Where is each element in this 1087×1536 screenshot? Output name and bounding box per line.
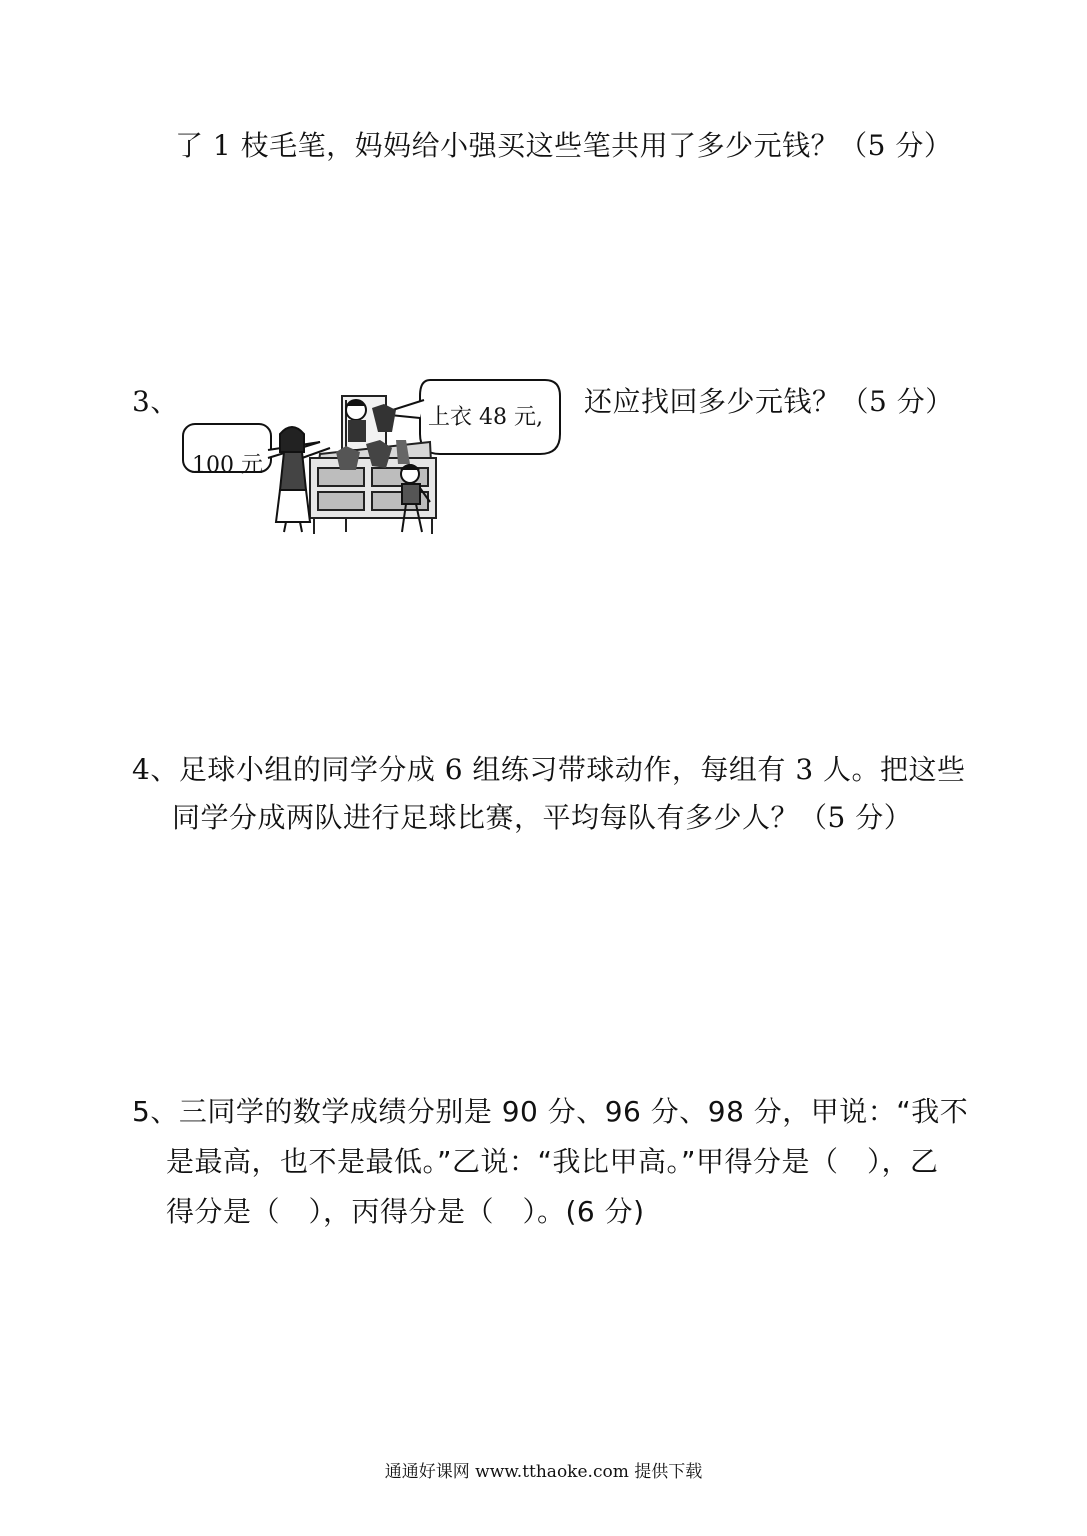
question-2-continuation: 了 1 枝毛笔，妈妈给小强买这些笔共用了多少元钱？（5 分）: [175, 129, 953, 162]
question-3-number: 3、: [132, 385, 179, 418]
seller-bubble-text: 上衣 48 元,: [428, 405, 543, 430]
question-3-text: 还应找回多少元钱？（5 分）: [584, 385, 954, 418]
question-5-line-3: 得分是（ ），丙得分是（ ）。(6 分): [166, 1195, 645, 1228]
customer-bubble-text: 100 元: [192, 453, 263, 478]
shop-illustration: [180, 372, 570, 542]
page-footer: 通通好课网 www.tthaoke.com 提供下载: [384, 1462, 703, 1482]
question-4-line-2: 同学分成两队进行足球比赛，平均每队有多少人？（5 分）: [172, 801, 913, 834]
question-5-line-1: 5、三同学的数学成绩分别是 90 分、96 分、98 分，甲说：“我不: [132, 1095, 969, 1128]
seller-speech-bubble: [380, 380, 560, 454]
seller-icon: [346, 400, 366, 442]
question-4-line-1: 4、足球小组的同学分成 6 组练习带球动作，每组有 3 人。把这些: [132, 753, 966, 786]
question-5-line-2: 是最高，也不是最低。”乙说：“我比甲高。”甲得分是（ ），乙: [166, 1145, 939, 1178]
